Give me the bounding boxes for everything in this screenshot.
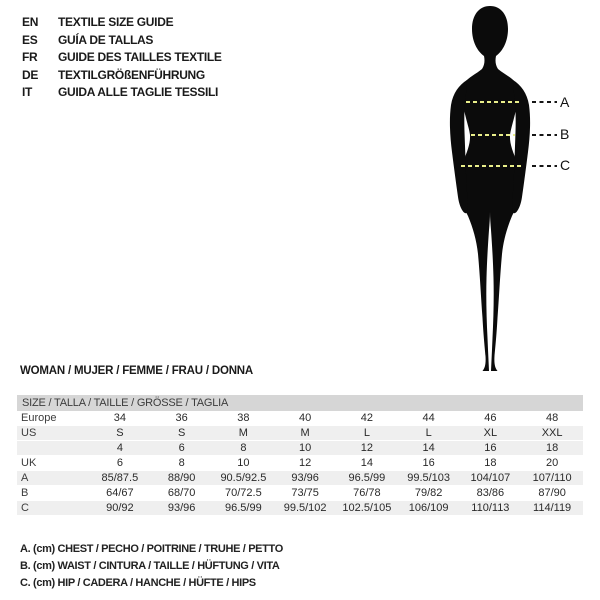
lang-code: IT [22,85,33,99]
size-cell: 90.5/92.5 [220,472,267,484]
lang-row-de [22,67,222,85]
size-cell: 12 [360,442,373,454]
row-label: UK [21,457,37,469]
table-row [17,411,583,426]
measurement-legend [20,541,283,592]
size-cell: M [238,427,248,439]
size-cell: 38 [237,412,250,424]
lang-code: ES [22,32,38,47]
size-cell: M [300,427,310,439]
table-row [17,426,583,441]
size-cell: 18 [546,442,559,454]
lang-label: GUÍA DE TALLAS [58,32,154,47]
row-label: Europe [21,412,57,424]
size-cell: 107/110 [532,472,572,484]
size-cell: 90/92 [106,502,134,514]
table-row [17,486,583,501]
size-cell: 68/70 [167,487,196,499]
marker-label-b: B [560,126,570,142]
row-label: C [21,502,29,514]
lang-label: GUIDE DES TAILLES TEXTILE [58,50,222,64]
size-cell: 87/90 [538,487,566,499]
size-cell: 8 [178,457,185,469]
size-cell: 12 [299,457,312,469]
row-label: A [21,472,29,484]
size-cell: L [425,427,432,439]
size-cell: 114/119 [533,502,572,514]
lang-row-fr [22,49,222,67]
lang-row-en [22,14,222,32]
size-cell: 36 [175,412,188,424]
size-cell: 79/82 [414,487,443,499]
size-cell: 106/109 [408,502,449,514]
size-cell: 16 [422,457,435,469]
size-cell: 34 [113,412,126,424]
size-cell: 88/90 [167,472,196,484]
lang-code: FR [22,50,38,64]
legend-line-hip: C. (cm) HIP / CADERA / HANCHE / HÜFTE / HIPS [20,577,256,589]
section-title: WOMAN / MUJER / FEMME / FRAU / DONNA [20,365,254,377]
size-cell: S [177,427,186,439]
size-cell: 99.5/102 [283,502,327,514]
lang-code: EN [22,15,39,29]
size-cell: XXL [541,427,563,439]
size-table-header: SIZE / TALLA / TAILLE / GRÖSSE / TAGLIA [17,395,583,411]
size-cell: 93/96 [167,502,196,514]
size-cell: L [363,427,370,439]
size-cell: 14 [422,442,435,454]
size-cell: 18 [484,457,497,469]
size-cell: 4 [116,442,123,454]
size-cell: 40 [299,412,312,424]
size-cell: 64/67 [106,487,134,499]
table-row [17,471,583,486]
table-row [17,456,583,471]
size-cell: 20 [546,457,559,469]
size-cell: 102.5/105 [342,502,392,514]
size-cell: 46 [484,412,497,424]
lang-label: TEXTILGRÖßENFÜHRUNG [58,67,205,82]
size-cell: 76/78 [353,487,381,499]
silhouette-body [459,6,522,371]
size-cell: 6 [178,442,185,454]
lang-label: TEXTILE SIZE GUIDE [58,15,174,29]
size-cell: 44 [422,412,435,424]
size-cell: 8 [240,442,247,454]
language-title-list [22,14,222,102]
size-cell: 83/86 [476,487,505,499]
size-cell: 99.5/103 [407,472,451,484]
size-cell: 96.5/99 [225,502,262,514]
size-cell: 6 [116,457,123,469]
lang-row-it [22,84,222,102]
legend-line-chest: A. (cm) CHEST / PECHO / POITRINE / TRUHE / PETTO [20,543,283,555]
size-cell: 104/107 [470,472,511,484]
size-cell: 42 [360,412,373,424]
size-cell: 85/87.5 [101,472,139,484]
size-cell: 10 [237,457,250,469]
marker-label-a: A [560,94,570,110]
row-label: US [21,427,37,439]
size-cell: 110/113 [471,502,510,514]
size-cell: 70/72.5 [225,487,262,499]
table-row [17,501,583,516]
size-cell: 14 [360,457,373,469]
size-cell: XL [483,427,498,439]
size-cell: 48 [546,412,559,424]
lang-label: GUIDA ALLE TAGLIE TESSILI [58,85,219,99]
lang-row-es [22,32,222,50]
size-cell: 96.5/99 [348,472,386,484]
size-cell: 16 [484,442,497,454]
row-label: B [21,487,29,499]
size-cell: 10 [299,442,312,454]
size-cell: S [116,427,124,439]
size-cell: 73/75 [291,487,319,499]
marker-label-c: C [560,157,571,173]
woman-silhouette-figure [388,2,592,374]
size-table-body [17,411,583,516]
size-table [17,395,583,516]
table-row [17,441,583,456]
legend-line-waist: B. (cm) WAIST / CINTURA / TAILLE / HÜFTUNG / VITA [20,560,280,572]
lang-code: DE [22,67,39,82]
size-cell: 93/96 [291,472,319,484]
